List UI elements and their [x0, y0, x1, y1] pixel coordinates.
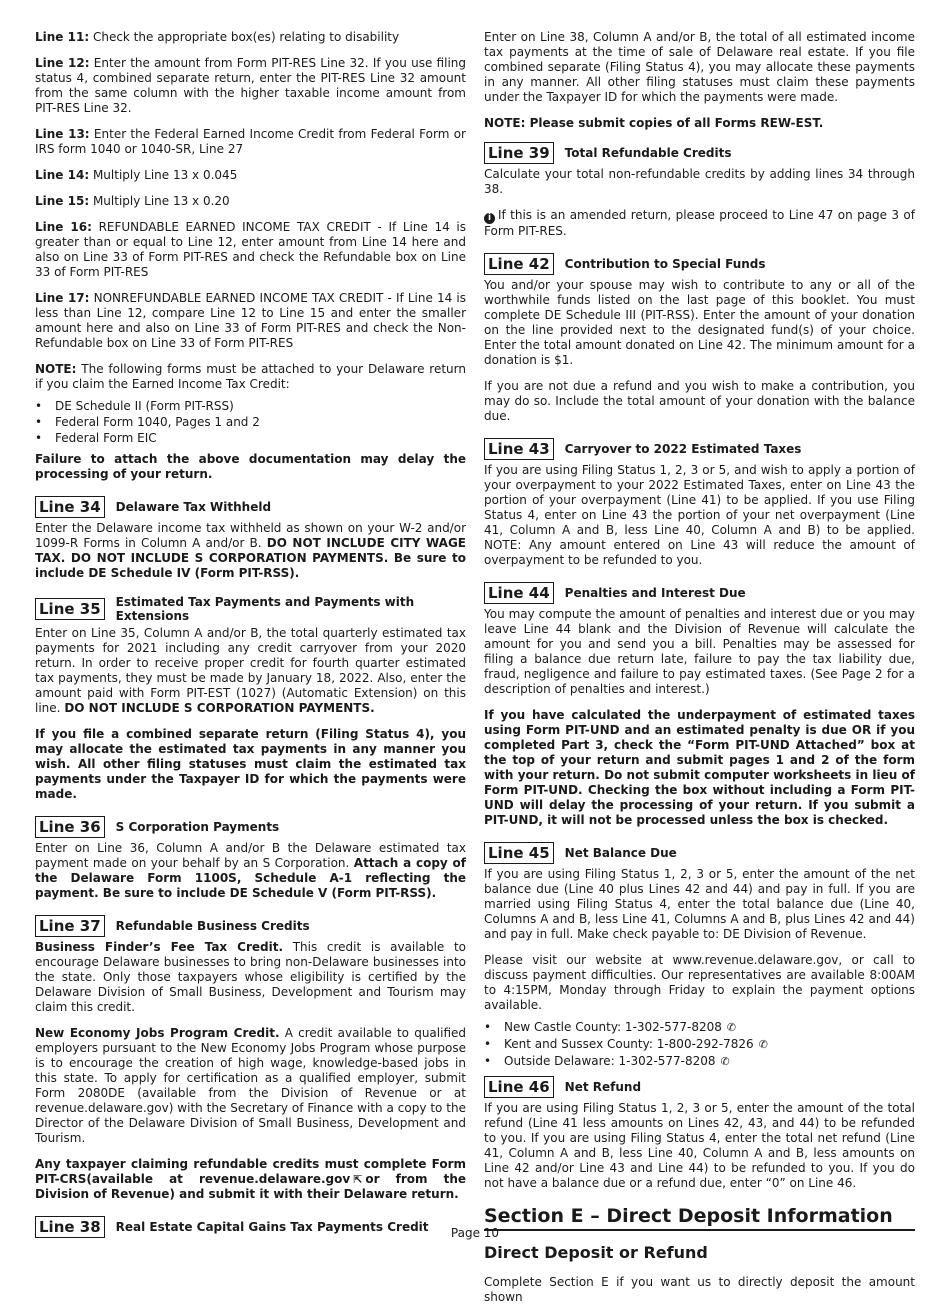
line42-title: Contribution to Special Funds — [564, 257, 766, 271]
line45-paragraph: If you are using Filing Status 1, 2, 3 or 5, enter the amount of the net balance due (Line 40 plus Lines 42 and 44) and pay in full. If you are married using Filing Status 4, enter the total balance due (Line 40, Columns A and B, less Line 41, Columns A and B, plus Lines 42 and 44) and pay in full. Make check payable to: DE Division of Revenue. — [484, 867, 915, 941]
phone-number[interactable]: New Castle County: 1-302-577-8208 — [504, 1020, 722, 1034]
note-label: NOTE: — [35, 362, 77, 376]
phone-icon: ✆ — [720, 1055, 730, 1068]
line16-label: Line 16: — [35, 220, 92, 234]
rew-est-note: NOTE: Please submit copies of all Forms REW-EST. — [484, 116, 824, 130]
line36-bold-text: Attach a copy of the Delaware Form 1100S, Schedule A-1 reflecting the payment. Be sure to include DE Schedule V (Form PIT-RSS). — [35, 856, 466, 900]
line35-title: Estimated Tax Payments and Payments with Extensions — [115, 595, 415, 623]
line45-paragraph-2: Please visit our website at www.revenue.delaware.gov, or call to discuss payment difficulties. Our representatives are available 8:00AM to 4:15PM, Monday through Friday to explain the payment options available. — [484, 953, 915, 1012]
line46-heading — [484, 1076, 915, 1098]
direct-deposit-title: Direct Deposit or Refund — [484, 1243, 708, 1262]
line14-label: Line 14: — [35, 168, 90, 182]
line45-heading — [484, 842, 915, 864]
line11-label: Line 11: — [35, 30, 90, 44]
line39-paragraph: Calculate your total non-refundable credits by adding lines 34 through 38. — [484, 167, 915, 196]
line15-paragraph — [35, 194, 466, 209]
failure-warning: Failure to attach the above documentation may delay the processing of your return. — [35, 452, 466, 481]
amended-return-note — [484, 208, 915, 239]
page-number: Page 10 — [450, 1226, 500, 1240]
line14-paragraph — [35, 168, 466, 183]
phone-list — [484, 1019, 915, 1070]
line35-text: Enter on Line 35, Column A and/or B, the total quarterly estimated tax payments for 2021 including any credit carryover from your 2020 return. In order to receive proper credit for fourth quarter estimated tax payments, they must be made by January 18, 2022. Also, enter the amount paid with Form PIT-EST (1027) (Automatic Extension) on this line. — [35, 626, 466, 715]
line36-text: Enter on Line 36, Column A and/or B the Delaware estimated tax payment made on your behalf by an S Corporation. — [35, 841, 466, 870]
line43-paragraph: If you are using Filing Status 1, 2, 3 or 5, and wish to apply a portion of your overpayment to your 2022 Estimated Taxes, enter on Line 43 the portion of your overpayment (Line 41) to be applied. If you use Filing Status 4, enter on Line 43 the portion of your net overpayment (Line 41, Column A and B, less Line 40, Column A and B) to be applied. NOTE: Any amount entered on Line 43 will reduce the amount of overpayment to be refunded to you. — [484, 463, 915, 567]
line34-title: Delaware Tax Withheld — [115, 500, 272, 514]
amended-return-text: If this is an amended return, please proceed to Line 47 on page 3 of Form PIT-RES. — [484, 208, 915, 238]
line15-text: Multiply Line 13 x 0.20 — [92, 194, 230, 208]
line39-box: Line 39 — [484, 142, 554, 164]
line15-label: Line 15: — [35, 194, 90, 208]
phone-number[interactable]: Outside Delaware: 1-302-577-8208 — [504, 1054, 716, 1068]
line35-heading — [35, 595, 466, 623]
line37-heading — [35, 915, 466, 937]
line38-paragraph: Enter on Line 38, Column A and/or B, the total of all estimated income tax payments at the time of sale of Delaware real estate. If you file combined separate (Filing Status 4), you may allocate these payments in any manner. All other filing statuses must claim these payments under the Taxpayer ID for which the payments were made. — [484, 30, 915, 104]
line42-heading — [484, 253, 915, 275]
line35-box: Line 35 — [35, 598, 105, 620]
line45-title: Net Balance Due — [564, 846, 677, 860]
line34-bold-text: DO NOT INCLUDE CITY WAGE TAX. DO NOT INCLUDE S CORPORATION PAYMENTS. Be sure to include DE Schedule IV (Form PIT-RSS). — [35, 536, 466, 580]
line34-box: Line 34 — [35, 496, 105, 518]
list-item: • Federal Form 1040, Pages 1 and 2 — [35, 414, 466, 430]
list-item: • DE Schedule II (Form PIT-RSS) — [35, 398, 466, 414]
line37-paragraph-2 — [35, 1026, 466, 1146]
line43-title: Carryover to 2022 Estimated Taxes — [564, 442, 802, 456]
line34-paragraph — [35, 521, 466, 581]
line37-title: Refundable Business Credits — [115, 919, 310, 933]
phone-number[interactable]: Kent and Sussex County: 1-800-292-7826 — [504, 1037, 754, 1051]
line38-title: Real Estate Capital Gains Tax Payments Credit — [115, 1220, 429, 1234]
line36-title: S Corporation Payments — [115, 820, 280, 834]
finders-fee-text: This credit is available to encourage Delaware businesses to bring non-Delaware businesses into the state. Only those taxpayers whose eligibility is certified by the Delaware Division of Small Business, Development and Tourism may claim this credit. — [35, 940, 466, 1014]
line38-box: Line 38 — [35, 1216, 105, 1238]
line42-paragraph: You and/or your spouse may wish to contribute to any or all of the worthwhile funds listed on the last page of this booklet. You must complete DE Schedule III (PIT-RSS). Enter the amount of your donation on the line provided next to the designated fund(s) of your choice. Enter the total amount donated on Line 42. The minimum amount for a donation is $1. — [484, 278, 915, 367]
phone-icon: ✆ — [726, 1021, 737, 1034]
line46-title: Net Refund — [564, 1080, 642, 1094]
line12-label: Line 12: — [35, 56, 90, 70]
line13-paragraph — [35, 127, 466, 157]
line13-label: Line 13: — [35, 127, 90, 141]
line17-text: NONREFUNDABLE EARNED INCOME TAX CREDIT - If Line 14 is less than Line 12, compare Line 12 to Line 15 and enter the smaller amount here and also on Line 33 of Form PIT-RES and check the Non-Refundable box on Line 33 of Form PIT-RES — [35, 291, 466, 350]
line34-text: Enter the Delaware income tax withheld as shown on your W-2 and/or 1099-R Forms in Column A and/or B. — [35, 521, 466, 550]
line44-heading — [484, 582, 915, 604]
line36-box: Line 36 — [35, 816, 105, 838]
line16-text: REFUNDABLE EARNED INCOME TAX CREDIT - If Line 14 is greater than or equal to Line 12, enter amount from Line 14 here and also on Line 33 of Form PIT-RES and check the Refundable box on Line 33 of Form PIT-RES — [35, 220, 466, 279]
line17-label: Line 17: — [35, 291, 90, 305]
line39-heading — [484, 142, 915, 164]
revenue-link[interactable]: revenue.delaware.gov — [198, 1172, 351, 1186]
line42-box: Line 42 — [484, 253, 554, 275]
line35-bold-text: DO NOT INCLUDE S CORPORATION PAYMENTS. — [64, 701, 375, 715]
line46-paragraph: If you are using Filing Status 1, 2, 3 or 5, enter the amount of the total refund (Line 41 less amounts on Lines 42, 43, and 44) to be refunded to you. If you are using Filing Status 4, enter the total net refund (Line 41, Column A and B, less Line 40, Column A and B, less amounts on Line 42 and/or Line 43 and Line 44) to be refunded to you. If you do not have a balance due or a refund due, enter “0” on Line 46. — [484, 1101, 915, 1190]
line37-box: Line 37 — [35, 915, 105, 937]
line46-box: Line 46 — [484, 1076, 554, 1098]
line34-heading — [35, 496, 466, 518]
new-economy-text: A credit available to qualified employers pursuant to the New Economy Jobs Program whose purpose is to encourage the creation of high wage, knowledge-based jobs in this state. To apply for certification as a qualified employer, submit Form 2080DE (available from the Division of Revenue or at revenue.delaware.gov) with the Secretary of Finance with a copy to the Director of the Delaware Division of Small Business, Development and Tourism. — [35, 1026, 466, 1145]
left-column — [35, 30, 466, 1241]
line39-title: Total Refundable Credits — [564, 146, 732, 160]
list-item — [484, 1036, 915, 1053]
line36-heading — [35, 816, 466, 838]
line44-paragraph: You may compute the amount of penalties and interest due or you may leave Line 44 blank and the Division of Revenue will calculate the amount for you and send you a bill. Penalties may be assessed for filing a balance due return late, failure to pay the tax liability due, fraud, negligence and failure to pay estimated taxes. (See Page 2 for a description of penalties and interest.) — [484, 607, 915, 696]
line11-paragraph — [35, 30, 466, 45]
section-e-paragraph: Complete Section E if you want us to directly deposit the amount shown — [484, 1275, 915, 1304]
line37-paragraph-3 — [35, 1157, 466, 1202]
line44-title: Penalties and Interest Due — [564, 586, 746, 600]
list-item — [484, 1053, 915, 1070]
pit-crs-text: Any taxpayer claiming refundable credits must complete Form PIT-CRS(available at — [35, 1157, 466, 1186]
finders-fee-title: Business Finder’s Fee Tax Credit. — [35, 940, 284, 954]
note-text: The following forms must be attached to your Delaware return if you claim the Earned Income Tax Credit: — [35, 362, 466, 391]
line42-paragraph-2: If you are not due a refund and you wish to make a contribution, you may do so. Include the total amount of your donation with the balance due. — [484, 379, 915, 423]
pit-crs-text-2: or from the Division of Revenue) and submit it with their Delaware return. — [35, 1172, 466, 1201]
line43-box: Line 43 — [484, 438, 554, 460]
section-e-title: Section E – Direct Deposit Information — [484, 1205, 915, 1231]
phone-icon: ✆ — [758, 1038, 768, 1051]
line36-paragraph — [35, 841, 466, 901]
line13-text: Enter the Federal Earned Income Credit from Federal Form or IRS form 1040 or 1040-SR, Line 27 — [35, 127, 466, 156]
line43-heading — [484, 438, 915, 460]
required-forms-list — [35, 398, 466, 446]
cursor-icon: ⇱ — [353, 1173, 363, 1186]
info-icon: i — [484, 213, 495, 224]
line44-box: Line 44 — [484, 582, 554, 604]
line16-paragraph — [35, 220, 466, 280]
line44-paragraph-2: If you have calculated the underpayment of estimated taxes using Form PIT-UND and an estimated penalty is due OR if you completed Part 3, check the “Form PIT-UND Attached” box at the top of your return and submit pages 1 and 2 of the form with your return. Do not submit computer worksheets in lieu of Form PIT-UND. Checking the box without including a Form PIT-UND will delay the processing of your return. If you submit a PIT-UND, it will not be processed unless the box is checked. — [484, 708, 915, 827]
note-paragraph — [35, 362, 466, 392]
line37-paragraph-1 — [35, 940, 466, 1015]
line12-text: Enter the amount from Form PIT-RES Line 32. If you use filing status 4, combined separate return, enter the PIT-RES Line 32 amount from the same column with the higher taxable income amount from PIT-RES Line 32. — [35, 56, 467, 115]
line12-paragraph — [35, 56, 466, 116]
line17-paragraph — [35, 291, 466, 351]
list-item: • Federal Form EIC — [35, 430, 466, 446]
line35-paragraph — [35, 626, 466, 716]
line35-paragraph-2: If you file a combined separate return (Filing Status 4), you may allocate the estimated tax payments in any manner you wish. All other filing statuses must claim the estimated tax payments under the Taxpayer ID for which the payments were made. — [35, 727, 466, 801]
right-column — [484, 30, 915, 1316]
list-item — [484, 1019, 915, 1036]
line14-text: Multiply Line 13 x 0.045 — [92, 168, 238, 182]
new-economy-title: New Economy Jobs Program Credit. — [35, 1026, 280, 1040]
line45-box: Line 45 — [484, 842, 554, 864]
line11-text: Check the appropriate box(es) relating to disability — [92, 30, 400, 44]
